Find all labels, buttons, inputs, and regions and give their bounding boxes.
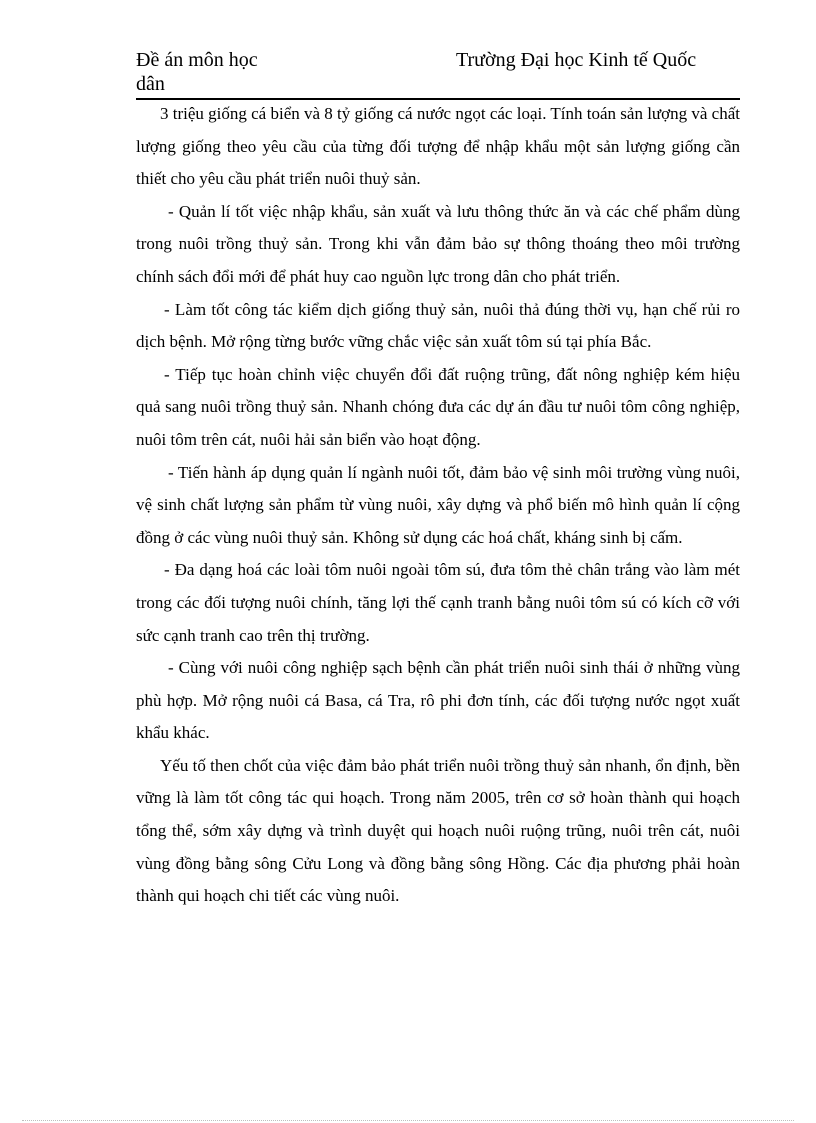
header-university-name-continued: dân — [136, 73, 165, 95]
paragraph-feed-management: - Quản lí tốt việc nhập khẩu, sản xuất và lưu thông thức ăn và các chế phẩm dùng trong nuôi trồng thuỷ sản. Trong khi vẫn đảm bảo sự thông thoáng theo môi trường chính sách đổi mới để phát huy cao nguồn lực trong dân cho phát triển. — [136, 201, 740, 286]
header-course-title: Đề án môn học — [136, 49, 258, 71]
document-body — [136, 98, 740, 913]
paragraph-quarantine: - Làm tốt công tác kiểm dịch giống thuỷ sản, nuôi thả đúng thời vụ, hạn chế rủi ro dịch bệnh. Mở rộng từng bước vững chắc việc sản xuất tôm sú tại phía Bắc. — [136, 299, 740, 352]
header-university-name: Trường Đại học Kinh tế Quốc — [456, 49, 697, 71]
paragraph-ecological-farming: - Cùng với nuôi công nghiệp sạch bệnh cần phát triển nuôi sinh thái ở những vùng phù hợp. Mở rộng nuôi cá Basa, cá Tra, rô phi đơn tính, các đối tượng nước ngọt xuất khẩu khác. — [136, 658, 740, 743]
paragraph-seed-production: 3 triệu giống cá biển và 8 tỷ giống cá nước ngọt các loại. Tính toán sản lượng và chất lượng giống theo yêu cầu của từng đối tượng để nhập khẩu một sản lượng giống cần thiết cho yêu cầu phát triển nuôi thuỷ sản. — [136, 104, 740, 189]
paragraph-land-conversion: - Tiếp tục hoàn chỉnh việc chuyển đổi đất ruộng trũng, đất nông nghiệp kém hiệu quả sang nuôi trồng thuỷ sản. Nhanh chóng đưa các dự án đầu tư nuôi tôm công nghiệp, nuôi tôm trên cát, nuôi hải sản biển vào hoạt động. — [136, 364, 740, 449]
page-bottom-border — [22, 1120, 794, 1121]
paragraph-farming-practices: - Tiến hành áp dụng quản lí ngành nuôi tốt, đảm bảo vệ sinh môi trường vùng nuôi, vệ sinh chất lượng sản phẩm từ vùng nuôi, xây dựng và phổ biến mô hình quản lí cộng đồng ở các vùng nuôi thuỷ sản. Không sử dụng các hoá chất, kháng sinh bị cấm. — [136, 462, 740, 547]
paragraph-species-diversification: - Đa dạng hoá các loài tôm nuôi ngoài tôm sú, đưa tôm thẻ chân trắng vào làm mét trong các đối tượng nuôi chính, tăng lợi thế cạnh tranh bằng nuôi tôm sú có kích cỡ với sức cạnh tranh cao trên thị trường. — [136, 560, 740, 645]
page-header — [136, 48, 740, 98]
paragraph-planning: Yếu tố then chốt của việc đảm bảo phát triển nuôi trồng thuỷ sản nhanh, ổn định, bền vững là làm tốt công tác qui hoạch. Trong năm 2005, trên cơ sở hoàn thành qui hoạch tổng thể, sớm xây dựng và trình duyệt qui hoạch nuôi ruộng trũng, nuôi trên cát, nuôi vùng đồng bằng sông Cửu Long và đồng bằng sông Hồng. Các địa phương phải hoàn thành qui hoạch chi tiết các vùng nuôi. — [136, 755, 740, 906]
